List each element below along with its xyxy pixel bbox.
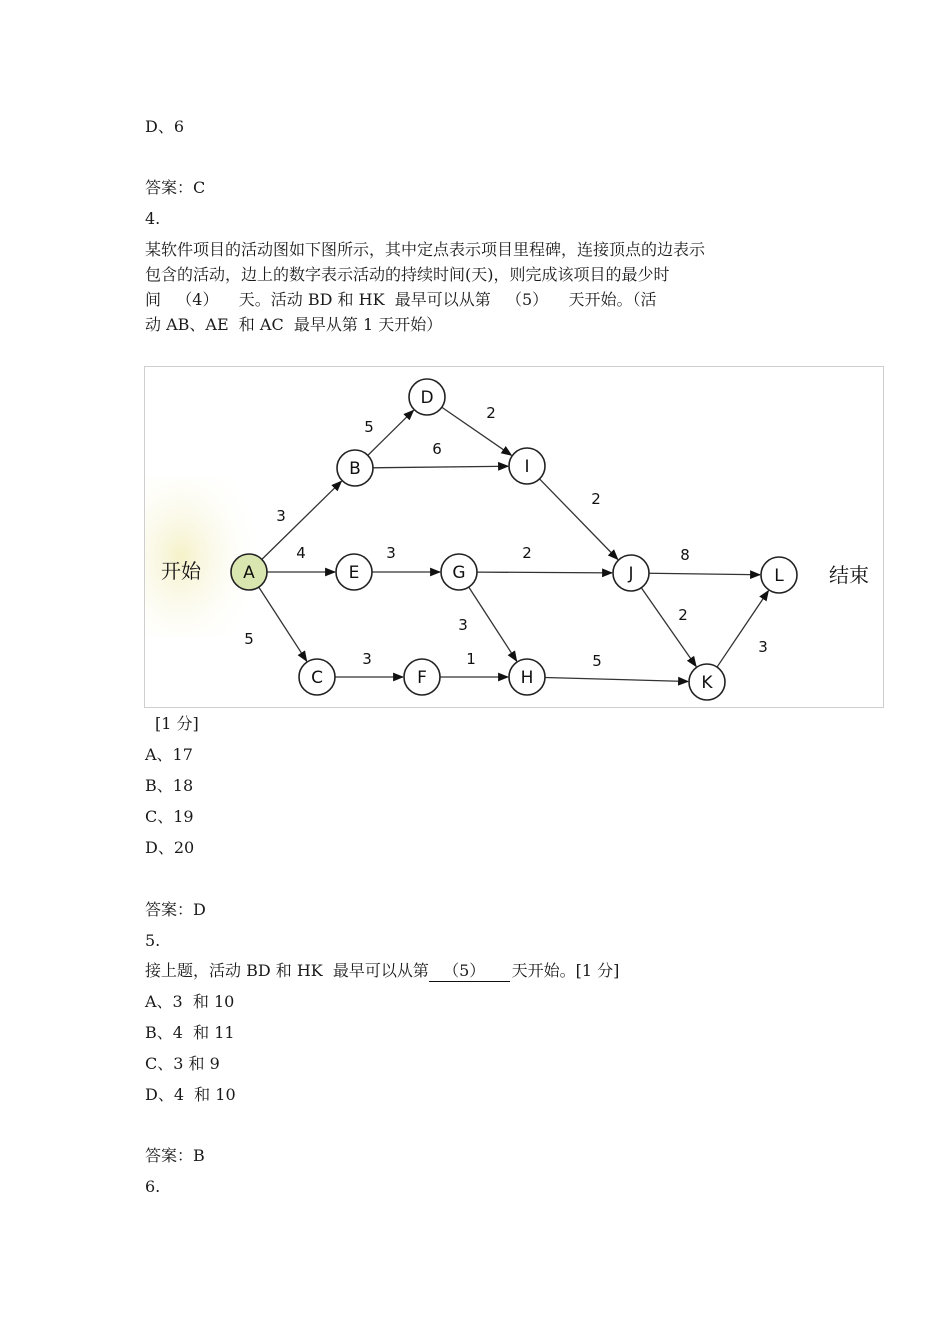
edge-A-C bbox=[259, 587, 307, 661]
q4-text-line-1: 某软件项目的活动图如下图所示，其中定点表示项目里程碑，连接顶点的边表示 bbox=[145, 240, 706, 259]
node-label-G: G bbox=[452, 563, 466, 583]
q5-answer: 答案：B bbox=[145, 1146, 205, 1165]
q5-question bbox=[145, 961, 619, 982]
edge-D-I bbox=[442, 407, 512, 455]
q4-option-d: D、20 bbox=[145, 838, 195, 857]
edge-weight-I-J: 2 bbox=[591, 490, 601, 508]
node-label-D: D bbox=[420, 388, 434, 408]
node-label-A: A bbox=[243, 563, 255, 583]
edge-I-J bbox=[540, 479, 618, 559]
edge-weight-B-I: 6 bbox=[432, 440, 442, 458]
q5-option-b: B、4 和 11 bbox=[145, 1023, 235, 1042]
edge-B-I bbox=[373, 466, 508, 468]
edge-weight-F-H: 1 bbox=[466, 650, 476, 668]
node-label-H: H bbox=[520, 668, 534, 688]
edge-weight-H-K: 5 bbox=[592, 652, 602, 670]
diagram-canvas bbox=[145, 367, 883, 707]
q4-option-b: B、18 bbox=[145, 776, 194, 795]
edge-weight-A-C: 5 bbox=[244, 630, 254, 648]
q4-text-line-4: 动 AB、AE 和 AC 最早从第 1 天开始） bbox=[145, 315, 443, 334]
q5-text-after: 天开始。[1 分] bbox=[511, 961, 620, 980]
edge-weight-J-K: 2 bbox=[678, 606, 688, 624]
node-label-L: L bbox=[774, 566, 784, 586]
edge-weight-A-E: 4 bbox=[296, 544, 306, 562]
q4-text-line-2: 包含的活动，边上的数字表示活动的持续时间(天)，则完成该项目的最少时 bbox=[145, 265, 670, 284]
q4-score: [1 分] bbox=[155, 714, 199, 733]
q4-number: 4. bbox=[145, 209, 161, 228]
edge-weight-B-D: 5 bbox=[364, 418, 374, 436]
edge-weight-K-L: 3 bbox=[758, 638, 768, 656]
q5-blank: （5） bbox=[429, 961, 510, 982]
node-label-J: J bbox=[628, 564, 634, 584]
q5-option-a: A、3 和 10 bbox=[145, 992, 235, 1011]
edge-weight-A-B: 3 bbox=[276, 507, 286, 525]
q6-number: 6. bbox=[145, 1177, 161, 1196]
edge-weight-G-H: 3 bbox=[458, 616, 468, 634]
end-label: 结束 bbox=[829, 563, 869, 587]
q5-option-d: D、4 和 10 bbox=[145, 1085, 236, 1104]
q4-text-line-3: 间 （4） 天。活动 BD 和 HK 最早可以从第 （5） 天开始。（活 bbox=[145, 290, 657, 309]
edge-weight-D-I: 2 bbox=[486, 404, 496, 422]
q5-option-c: C、3 和 9 bbox=[145, 1054, 220, 1073]
node-label-B: B bbox=[349, 459, 361, 479]
q3-option-d: D、6 bbox=[145, 117, 185, 136]
start-label: 开始 bbox=[161, 559, 201, 583]
node-label-C: C bbox=[311, 668, 323, 688]
edge-G-J bbox=[477, 572, 612, 573]
edge-J-K bbox=[641, 588, 696, 667]
node-label-E: E bbox=[348, 563, 360, 583]
q5-text-before: 接上题，活动 BD 和 HK 最早可以从第 bbox=[145, 961, 429, 980]
node-label-I: I bbox=[524, 457, 530, 477]
node-label-K: K bbox=[701, 673, 713, 693]
edge-H-K bbox=[545, 677, 688, 681]
edge-weight-G-J: 2 bbox=[522, 544, 532, 562]
q4-option-a: A、17 bbox=[145, 745, 193, 764]
q3-answer: 答案：C bbox=[145, 178, 206, 197]
edge-G-H bbox=[469, 587, 517, 661]
activity-network-diagram bbox=[144, 366, 884, 708]
edge-B-D bbox=[368, 410, 414, 455]
edge-J-L bbox=[649, 573, 760, 575]
q5-number: 5. bbox=[145, 931, 161, 950]
q4-option-c: C、19 bbox=[145, 807, 194, 826]
q4-answer: 答案：D bbox=[145, 900, 206, 919]
edge-weight-J-L: 8 bbox=[680, 546, 690, 564]
edge-weight-E-G: 3 bbox=[386, 544, 396, 562]
node-label-F: F bbox=[417, 668, 427, 688]
edge-weight-C-F: 3 bbox=[362, 650, 372, 668]
